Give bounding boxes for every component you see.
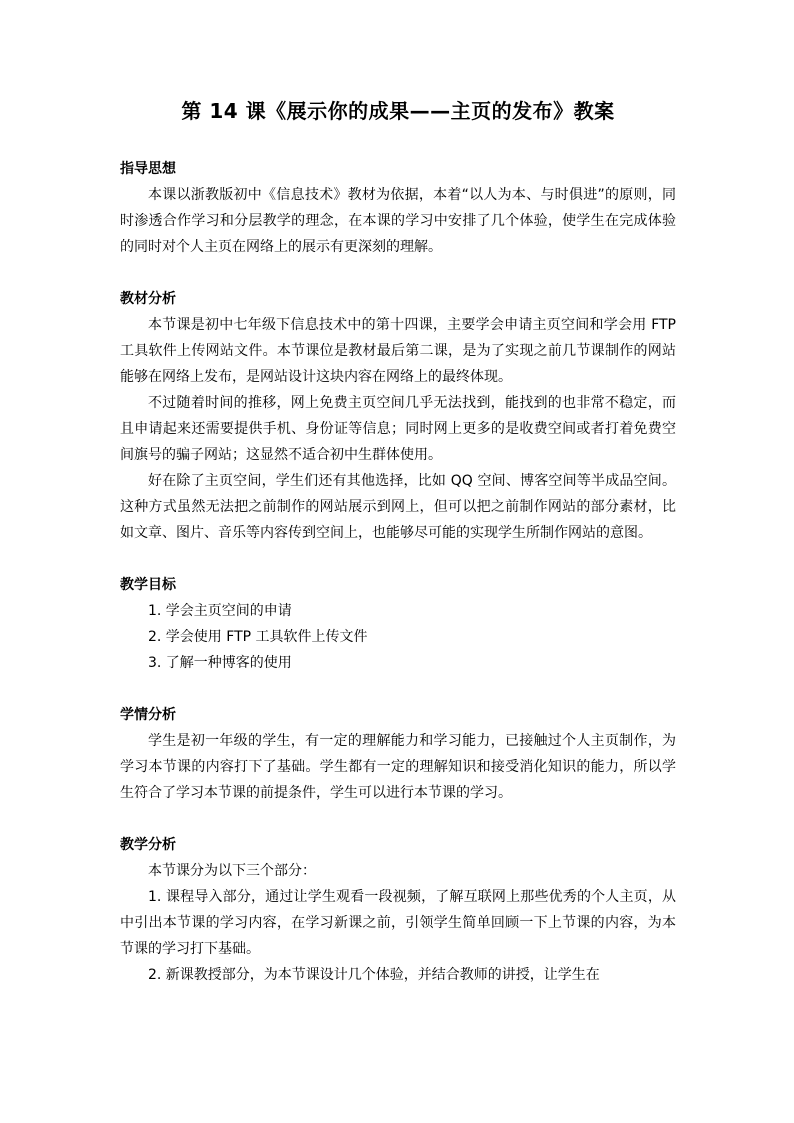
section-heading: 指导思想 xyxy=(120,161,176,177)
document-title: 第 14 课《展示你的成果——主页的发布》教案 xyxy=(181,99,615,123)
list-item: 1. 学会主页空间的申请 xyxy=(148,603,292,619)
paragraph: 学生是初一年级的学生，有一定的理解能力和学习能力，已接触过个人主页制作，为学习本节课的内容打下了基础。学生都有一定的理解知识和接受消化知识的能力，所以学生符合了学习本节课的前提条件，学生可以进行本节课的学习。 xyxy=(120,733,676,801)
paragraph: 不过随着时间的推移，网上免费主页空间几乎无法找到，能找到的也非常不稳定，而且申请起来还需要提供手机、身份证等信息；同时网上更多的是收费空间或者打着免费空间旗号的骗子网站；这显然不适合初中生群体使用。 xyxy=(120,395,676,463)
section-heading: 学情分析 xyxy=(120,707,176,723)
paragraph: 好在除了主页空间，学生们还有其他选择，比如 QQ 空间、博客空间等半成品空间。这种方式虽然无法把之前制作的网站展示到网上，但可以把之前制作网站的部分素材，比如文章、图片、音乐等内容传到空间上，也能够尽可能的实现学生所制作网站的意图。 xyxy=(120,473,676,541)
section-teaching-goals xyxy=(120,572,676,676)
list-item: 3. 了解一种博客的使用 xyxy=(148,655,292,671)
list-item: 2. 学会使用 FTP 工具软件上传文件 xyxy=(148,629,368,645)
section-student-analysis xyxy=(120,702,676,806)
goals-list xyxy=(120,598,676,676)
section-heading: 教学分析 xyxy=(120,837,176,853)
section-guiding-thought xyxy=(120,156,676,260)
section-heading: 教材分析 xyxy=(120,291,176,307)
section-heading: 教学目标 xyxy=(120,577,176,593)
document-page xyxy=(120,96,676,1014)
paragraph: 2. 新课教授部分，为本节课设计几个体验，并结合教师的讲授，让学生在 xyxy=(148,967,600,983)
paragraph: 本节课是初中七年级下信息技术中的第十四课，主要学会申请主页空间和学会用 FTP 工具软件上传网站文件。本节课位是教材最后第二课，是为了实现之前几节课制作的网站能够在网络上发布，是网站设计这块内容在网络上的最终体现。 xyxy=(120,317,676,385)
paragraph: 本课以浙教版初中《信息技术》教材为依据，本着“以人为本、与时俱进”的原则，同时渗透合作学习和分层教学的理念，在本课的学习中安排了几个体验，使学生在完成体验的同时对个人主页在网络上的展示有更深刻的理解。 xyxy=(120,187,676,255)
paragraph: 1. 课程导入部分，通过让学生观看一段视频，了解互联网上那些优秀的个人主页，从中引出本节课的学习内容，在学习新课之前，引领学生简单回顾一下上节课的内容，为本节课的学习打下基础。 xyxy=(120,889,676,957)
section-material-analysis xyxy=(120,286,676,546)
paragraph: 本节课分为以下三个部分： xyxy=(148,863,316,879)
section-teaching-analysis xyxy=(120,832,676,988)
